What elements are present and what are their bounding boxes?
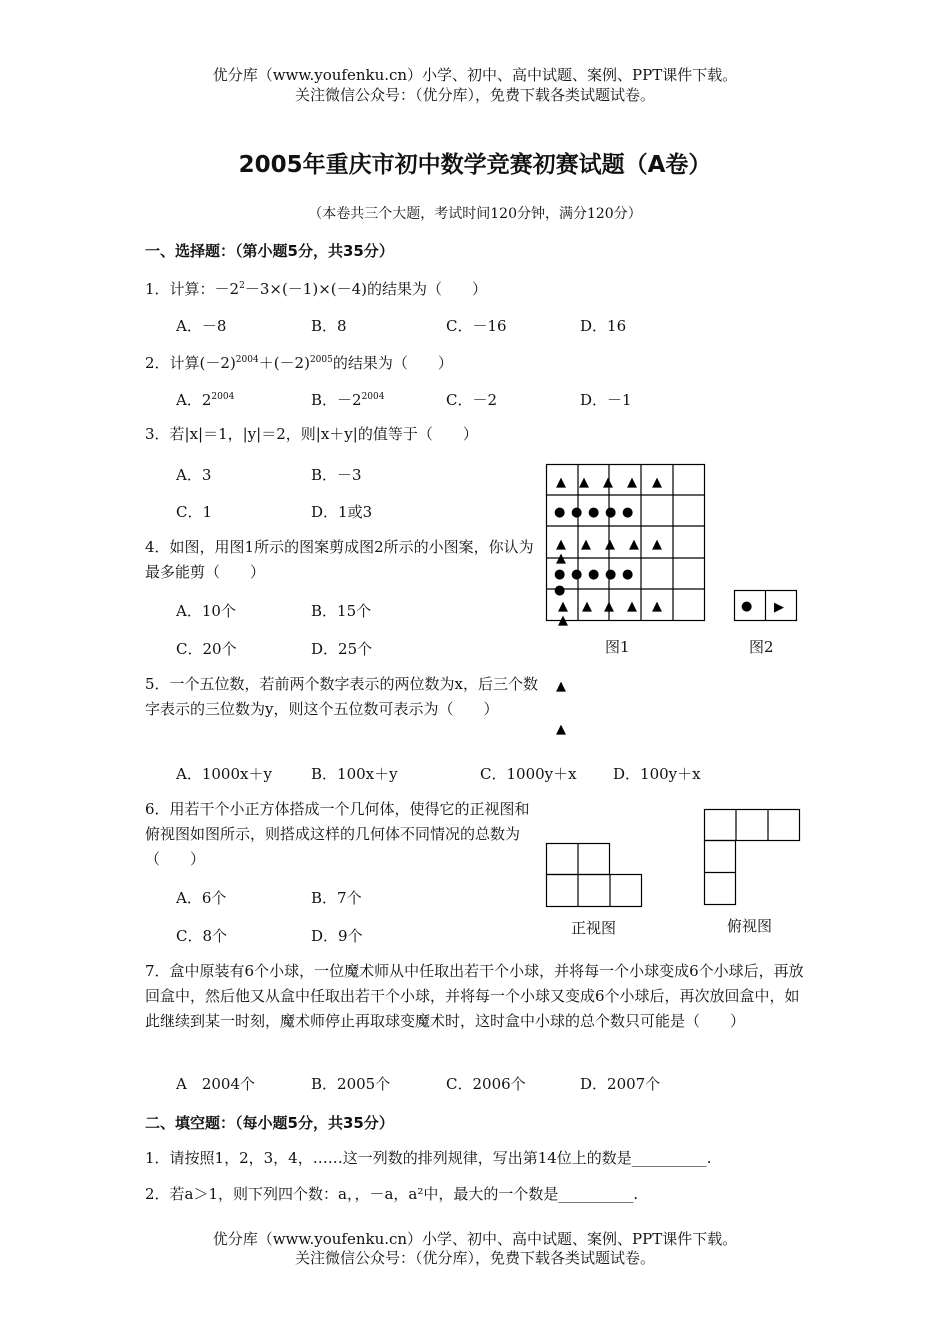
q2-exponent-2: 2005 [309, 355, 333, 365]
figure-2-pattern [734, 590, 798, 622]
fig1-triangle-r3-extra: ▲ [556, 551, 566, 566]
q5-option-a: A．1000x＋y [176, 765, 272, 783]
section-1-heading: 一、选择题：（第小题5分，共35分） [145, 242, 394, 260]
fig1-dot-r4-5: ● [622, 567, 634, 582]
top-view-caption: 俯视图 [727, 917, 773, 935]
fig1-triangle-r1c5: ▲ [652, 475, 662, 490]
q4-option-b: B．15个 [311, 602, 372, 620]
question-3-stem: 3．若|x|＝1，|y|＝2，则|x＋y|的值等于（ ） [145, 425, 478, 443]
q2-option-a [176, 389, 234, 410]
fig1-dot-r4-3: ● [588, 567, 600, 582]
figure-1-grid [546, 464, 706, 628]
question-6-stem: 6．用若干个小正方体搭成一个几何体，使得它的正视图和俯视图如图所示，则搭成这样的几何体不同情况的总数为（ ） [145, 800, 530, 868]
q2-option-d: D．－1 [580, 391, 632, 409]
q5-option-b: B．100x＋y [311, 765, 398, 783]
q6-option-d: D．9个 [311, 927, 363, 945]
fig1-triangle-r3c5: ▲ [652, 537, 662, 552]
q7-option-c: C．2006个 [446, 1075, 526, 1093]
q1-stem-text: 1．计算：－2 [145, 280, 240, 298]
fig1-triangle-r3c1: ▲ [556, 537, 566, 552]
q2-stem-b: ＋(－2) [258, 354, 310, 372]
header-line-1: 优分库（www.youfenku.cn）小学、初中、高中试题、案例、PPT课件下载。 [212, 66, 738, 84]
q5-option-d: D．100y＋x [613, 765, 701, 783]
fig1-triangle-r5c5: ▲ [652, 599, 662, 614]
fig1-dot-r4-2: ● [571, 567, 583, 582]
front-view-caption: 正视图 [571, 919, 617, 937]
footer-line-1: 优分库（www.youfenku.cn）小学、初中、高中试题、案例、PPT课件下载。 [212, 1230, 738, 1248]
q6-option-b: B．7个 [311, 889, 362, 907]
fig1-triangle-r5c1: ▲ [558, 599, 568, 614]
fig1-dot-r4-1: ● [554, 567, 566, 582]
q7-option-b: B．2005个 [311, 1075, 391, 1093]
header-line-2: 关注微信公众号：（优分库），免费下载各类试题试卷。 [294, 86, 655, 104]
fig1-triangle-r5c3: ▲ [604, 599, 614, 614]
fig1-triangle-r5-extra: ▲ [558, 613, 568, 628]
q2-stem-c: 的结果为（ ） [332, 354, 453, 372]
q4-option-c: C．20个 [176, 640, 237, 658]
q2-option-b [311, 389, 384, 410]
fig1-triangle-r1c3: ▲ [603, 475, 613, 490]
fig1-dot-r2-3: ● [588, 505, 600, 520]
question-4-stem: 4．如图，用图1所示的图案剪成图2所示的小图案，你认为最多能剪（ ） [145, 538, 534, 581]
fig1-dot-r2-4: ● [605, 505, 617, 520]
fig1-triangle-r1c2: ▲ [579, 475, 589, 490]
fig1-triangle-r1c4: ▲ [627, 475, 637, 490]
q3-option-d: D．1或3 [311, 503, 373, 521]
q6-option-c: C．8个 [176, 927, 228, 945]
figure-2-caption: 图2 [749, 638, 774, 656]
q1-option-c: C．－16 [446, 317, 507, 335]
q2-option-c: C．－2 [446, 391, 498, 409]
q7-option-d: D．2007个 [580, 1075, 661, 1093]
q1-option-b: B．8 [311, 317, 347, 335]
front-view-figure [546, 843, 644, 909]
q4-option-a: A．10个 [176, 602, 236, 620]
stray-triangles [556, 676, 576, 736]
question-2-stem [145, 348, 453, 376]
q1-option-d: D．16 [580, 317, 627, 335]
fig1-triangle-r3c3: ▲ [605, 537, 615, 552]
q3-option-b: B．－3 [311, 466, 362, 484]
q1-exponent: 2 [239, 281, 245, 291]
q4-option-d: D．25个 [311, 640, 373, 658]
fig1-dot-r4-4: ● [605, 567, 617, 582]
fill-question-1: 1．请按照1，2，3，4，……这一列数的排列规律，写出第14位上的数是__________. [145, 1149, 712, 1167]
q2-stem-a: 2．计算(－2) [145, 354, 236, 372]
fig1-dot-r4-extra: ● [554, 583, 566, 598]
question-1-stem [145, 274, 487, 302]
fig1-triangle-r3c2: ▲ [581, 537, 591, 552]
top-view-figure [704, 809, 802, 907]
q2-option-b-exp: 2004 [361, 392, 385, 402]
q2-option-a-exp: 2004 [211, 392, 235, 402]
q3-option-a: A．3 [176, 466, 212, 484]
fig1-dot-r2-2: ● [571, 505, 583, 520]
page-subtitle: （本卷共三个大题，考试时间120分钟，满分120分） [308, 206, 642, 222]
figure-1-lines [546, 464, 705, 621]
q1-option-a: A．－8 [176, 317, 227, 335]
footer-line-2: 关注微信公众号：（优分库），免费下载各类试题试卷。 [294, 1249, 655, 1267]
q2-option-a-text: A．2 [176, 391, 212, 409]
fig1-triangle-r5c4: ▲ [627, 599, 637, 614]
stray-triangle-1: ▲ [556, 679, 566, 694]
fill-question-2: 2．若a＞1，则下列四个数：a，，－a，a²中，最大的一个数是__________. [145, 1185, 639, 1203]
q7-option-a: A 2004个 [176, 1075, 256, 1093]
fig1-triangle-r1c1: ▲ [556, 475, 566, 490]
q2-exponent-1: 2004 [235, 355, 259, 365]
question-7-stem: 7．盒中原装有6个小球，一位魔术师从中任取出若干个小球，并将每一个小球变成6个小球后，再放回盒中，然后他又从盒中任取出若干个小球，并将每一个小球又变成6个小球后，再次放回盒中，如此继续到某一时刻，魔术师停止再取球变魔术时，这时盒中小球的总个数只可能是（ ） [145, 962, 804, 1030]
fig1-triangle-r5c2: ▲ [582, 599, 592, 614]
fig1-triangle-r3c4: ▲ [629, 537, 639, 552]
figure-1-caption: 图1 [605, 638, 630, 656]
q5-option-c: C．1000y＋x [480, 765, 577, 783]
section-2-heading: 二、填空题：（每小题5分，共35分） [145, 1114, 394, 1132]
fig1-dot-r2-1: ● [554, 505, 566, 520]
q6-option-a: A．6个 [176, 889, 227, 907]
q2-option-b-text: B．－2 [311, 391, 362, 409]
fig2-play-arrow: ▶ [774, 600, 784, 615]
q1-stem-rest: －3×(－1)×(－4)的结果为（ ） [244, 280, 488, 298]
fig1-dot-r2-5: ● [622, 505, 634, 520]
question-5-stem: 5．一个五位数，若前两个数字表示的两位数为x，后三个数字表示的三位数为y，则这个五位数可表示为（ ） [145, 675, 539, 718]
page-title: 2005年重庆市初中数学竞赛初赛试题（A卷） [238, 152, 712, 178]
q3-option-c: C．1 [176, 503, 213, 521]
stray-triangle-2: ▲ [556, 722, 566, 737]
fig2-dot: ● [741, 599, 753, 614]
